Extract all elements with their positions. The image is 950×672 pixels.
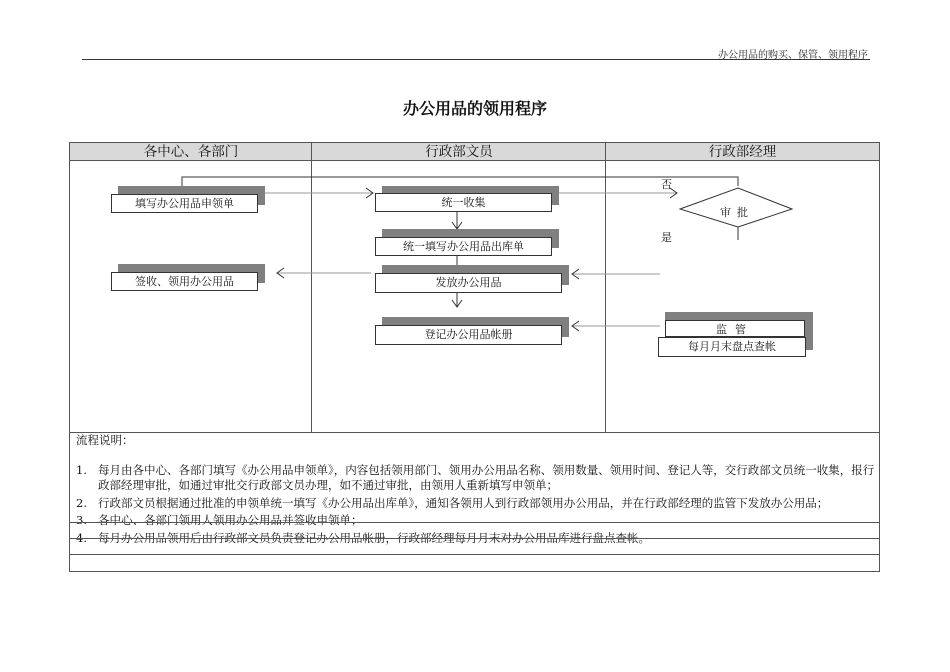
page-title: 办公用品的领用程序 bbox=[402, 99, 547, 118]
note-item bbox=[76, 463, 876, 494]
collect-box: 统一收集 bbox=[375, 193, 552, 212]
supervise-box: 监管 bbox=[665, 320, 805, 337]
distribute-box: 发放办公用品 bbox=[375, 273, 562, 293]
monthly-check-box: 每月月末盘点查帐 bbox=[658, 337, 806, 357]
running-header: 办公用品的购买、保管、领用程序 bbox=[718, 50, 868, 61]
column-header-departments: 各中心、各部门 bbox=[70, 143, 312, 161]
note-number: 3. bbox=[76, 513, 87, 527]
note-text: 每月由各中心、各部门填写《办公用品申领单》，内容包括领用部门、领用办公用品名称、领用数量、领用时间、登记人等，交行政部文员统一收集，报行政部经理审批，如通过审批交行政部文员办理，如不通过审批，由领用人重新填写申领单； bbox=[98, 462, 875, 492]
approve-label: 审批 bbox=[720, 206, 754, 219]
note-item bbox=[76, 513, 876, 529]
note-text: 各中心、各部门领用人领用办公用品并签收申领单； bbox=[98, 513, 363, 527]
fill-outbound-box: 统一填写办公用品出库单 bbox=[375, 237, 552, 256]
note-item bbox=[76, 496, 876, 512]
note-number: 2. bbox=[76, 495, 87, 510]
note-separator bbox=[70, 554, 880, 555]
note-number: 1. bbox=[76, 462, 87, 477]
column-header-admin-manager: 行政部经理 bbox=[606, 143, 879, 161]
receive-supplies-box: 签收、领用办公用品 bbox=[111, 272, 258, 291]
fill-form-box: 填写办公用品申领单 bbox=[111, 194, 258, 213]
no-label: 否 bbox=[661, 178, 672, 191]
yes-label: 是 bbox=[661, 231, 672, 244]
note-text: 行政部文员根据通过批准的申领单统一填写《办公用品出库单》，通知各领用人到行政部领用办公用品，并在行政部经理的监管下发放办公用品； bbox=[98, 495, 829, 510]
register-ledger-box: 登记办公用品帐册 bbox=[375, 325, 562, 345]
process-notes bbox=[76, 433, 876, 548]
note-separator bbox=[70, 522, 880, 523]
note-number: 4. bbox=[76, 530, 87, 545]
notes-title: 流程说明： bbox=[76, 433, 134, 447]
column-header-admin-clerk: 行政部文员 bbox=[312, 143, 606, 161]
note-separator bbox=[70, 538, 880, 539]
note-text: 每月办公用品领用后由行政部文员负责登记办公用品帐册，行政部经理每月月末对办公用品库进行盘点查帐。 bbox=[98, 530, 650, 545]
